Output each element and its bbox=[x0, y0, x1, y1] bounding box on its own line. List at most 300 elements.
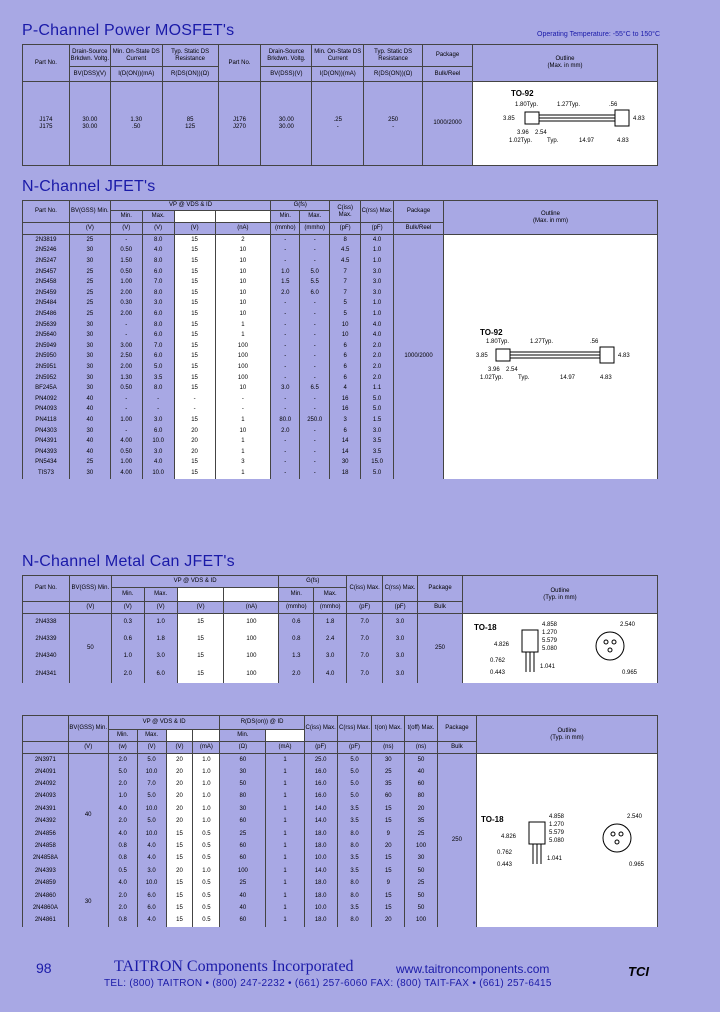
table-cell: 1.0 bbox=[111, 648, 144, 665]
table-cell: 30 bbox=[69, 468, 110, 479]
dim: 1.02Typ. bbox=[508, 138, 532, 145]
col-rds: R(DS(on)) @ ID bbox=[220, 716, 304, 730]
table-cell: 4.0 bbox=[108, 803, 137, 815]
table-cell: 3.5 bbox=[361, 447, 394, 458]
table-cell: 2N4092 bbox=[23, 778, 69, 790]
col-cis: C(iss) Max. bbox=[330, 201, 361, 223]
table-cell: - bbox=[110, 330, 142, 341]
table-cell: 25 bbox=[69, 267, 110, 278]
table-cell: 0.5 bbox=[193, 902, 220, 914]
pmos-col-bv bbox=[69, 82, 110, 166]
table-cell: 1.00 bbox=[110, 415, 142, 426]
table-cell: - bbox=[300, 309, 330, 320]
table-cell: 15 bbox=[174, 235, 215, 246]
table-cell: 15 bbox=[166, 828, 193, 840]
table-cell: 3.5 bbox=[337, 902, 372, 914]
table-cell: 30 bbox=[69, 426, 110, 437]
table-cell: 1.0 bbox=[144, 614, 177, 631]
table-cell: 2.0 bbox=[108, 754, 137, 766]
table-cell: 3.0 bbox=[383, 648, 418, 665]
table-cell: 40 bbox=[220, 902, 266, 914]
table-cell: TIS73 bbox=[23, 468, 70, 479]
dim: 4.858 bbox=[541, 622, 557, 628]
table-cell: 1 bbox=[215, 447, 271, 458]
table-cell: 15 bbox=[174, 457, 215, 468]
table-cell: 60 bbox=[405, 778, 438, 790]
table-cell: 6.0 bbox=[142, 352, 174, 363]
col-gfs: G(fs) bbox=[279, 576, 347, 588]
table-cell: 1 bbox=[215, 468, 271, 479]
table-cell: 4.0 bbox=[108, 828, 137, 840]
table-cell: 5 bbox=[330, 299, 361, 310]
table-cell: 1 bbox=[266, 815, 304, 827]
table-cell: 16 bbox=[330, 405, 361, 416]
to18-label: TO-18 bbox=[480, 815, 504, 825]
col-pkg: Package bbox=[423, 45, 473, 67]
table-cell: 3.0 bbox=[314, 648, 347, 665]
table-cell: 20 bbox=[174, 436, 215, 447]
table-cell: 40 bbox=[69, 415, 110, 426]
to18-body bbox=[522, 630, 538, 652]
col-min: Min. bbox=[110, 211, 142, 223]
table-cell: 40 bbox=[69, 405, 110, 416]
table-cell: 15 bbox=[177, 666, 224, 683]
pmos-col-part-2 bbox=[218, 82, 261, 166]
table-cell: 20 bbox=[405, 803, 438, 815]
dim: 5.080 bbox=[541, 646, 557, 652]
table-cell: 6 bbox=[330, 362, 361, 373]
outline-cell bbox=[443, 235, 657, 479]
dim: 0.443 bbox=[496, 862, 512, 869]
table-cell: 10 bbox=[215, 309, 271, 320]
table-cell: 15 bbox=[174, 288, 215, 299]
table-cell: 2N5640 bbox=[23, 330, 70, 341]
table-cell: 5.0 bbox=[142, 362, 174, 373]
table-cell: 2.0 bbox=[271, 288, 300, 299]
table-cell: 30 bbox=[69, 341, 110, 352]
table-cell: 30 bbox=[69, 362, 110, 373]
unit-rds: R(DS(ON))(Ω) bbox=[162, 67, 218, 82]
table-cell: - bbox=[142, 405, 174, 416]
table-cell: 18.0 bbox=[304, 828, 337, 840]
table-cell: 6.0 bbox=[142, 426, 174, 437]
col-min: Min. bbox=[279, 588, 314, 602]
outline-label: Outline bbox=[540, 210, 560, 217]
table-cell: 80.0 bbox=[271, 415, 300, 426]
to92-drawing-1 bbox=[475, 82, 655, 162]
table-cell: 0.5 bbox=[193, 840, 220, 852]
table-cell: - bbox=[110, 394, 142, 405]
table-cell: 15 bbox=[174, 299, 215, 310]
cell: 30.00 bbox=[278, 116, 294, 123]
dim: 3.96 bbox=[516, 130, 529, 137]
table-cell: 2N5247 bbox=[23, 256, 70, 267]
table-cell: 35 bbox=[405, 815, 438, 827]
table-cell: 15 bbox=[166, 840, 193, 852]
col-max: Max. bbox=[142, 211, 174, 223]
dim: 1.02Typ. bbox=[480, 375, 504, 382]
table-cell: 8 bbox=[330, 235, 361, 246]
unit-na: (nA) bbox=[215, 223, 271, 235]
table-cell: 5.0 bbox=[361, 405, 394, 416]
metal-title: N-Channel Metal Can JFET's bbox=[22, 553, 235, 570]
dim: 4.83 bbox=[618, 353, 631, 360]
table-cell: 2N4858A bbox=[23, 853, 69, 865]
col-outline bbox=[472, 45, 657, 82]
table-cell: 2N4860 bbox=[23, 890, 69, 902]
table-cell: 15 bbox=[174, 256, 215, 267]
metal-table bbox=[22, 575, 658, 683]
unit-bv-2: BV(DSS)(V) bbox=[261, 67, 312, 82]
table-cell: - bbox=[142, 394, 174, 405]
dim: 4.826 bbox=[493, 642, 509, 648]
table-cell: 15 bbox=[166, 915, 193, 927]
table-cell: 1.0 bbox=[361, 309, 394, 320]
dim: 1.270 bbox=[541, 630, 557, 636]
table-row bbox=[23, 235, 658, 246]
table-cell: 3.0 bbox=[361, 267, 394, 278]
table-cell: 4.0 bbox=[137, 915, 166, 927]
table-cell: 15 bbox=[174, 330, 215, 341]
table-row bbox=[23, 754, 658, 766]
table-cell: 3 bbox=[215, 457, 271, 468]
table-cell: 3.0 bbox=[361, 288, 394, 299]
table-cell: 15 bbox=[174, 246, 215, 257]
outline-sub: (Max. in mm) bbox=[532, 217, 568, 224]
table-cell: - bbox=[271, 320, 300, 331]
cell: 1.30 bbox=[130, 116, 143, 123]
dim: 2.540 bbox=[626, 814, 642, 821]
table-cell: 60 bbox=[220, 840, 266, 852]
unit-v: (V) bbox=[144, 602, 177, 614]
col-rds-2: Typ. Static DS Resistance bbox=[364, 45, 423, 67]
table-cell: - bbox=[271, 341, 300, 352]
table-cell: 14.0 bbox=[304, 865, 337, 877]
dim: 4.858 bbox=[548, 814, 564, 821]
table-cell: 1 bbox=[266, 865, 304, 877]
unit-v: (V) bbox=[177, 602, 224, 614]
table-cell: - bbox=[110, 235, 142, 246]
col-vp: VP @ VDS & ID bbox=[110, 201, 270, 211]
col-min: Min. bbox=[220, 730, 266, 742]
table-cell: 2N5246 bbox=[23, 246, 70, 257]
unit-na: (nA) bbox=[224, 602, 279, 614]
dim: 3.85 bbox=[502, 116, 515, 123]
table-cell: 6.0 bbox=[137, 902, 166, 914]
table-cell: 15 bbox=[177, 614, 224, 631]
table-cell: 40 bbox=[69, 447, 110, 458]
to18-top bbox=[603, 824, 631, 852]
table-cell: 1.0 bbox=[108, 791, 137, 803]
table-cell: 3.5 bbox=[361, 436, 394, 447]
table-cell: 1.8 bbox=[314, 614, 347, 631]
outline-label: Outline bbox=[555, 56, 575, 63]
table-cell: 8.0 bbox=[337, 877, 372, 889]
col-min: Min. bbox=[108, 730, 137, 742]
table-cell: 100 bbox=[215, 373, 271, 384]
table-cell: 5.0 bbox=[337, 778, 372, 790]
cell: 85 bbox=[186, 116, 194, 123]
bv-cell: 30 bbox=[68, 877, 108, 927]
table-cell: 10.0 bbox=[137, 803, 166, 815]
table-cell: 4.00 bbox=[110, 468, 142, 479]
bv-cell: 40 bbox=[68, 754, 108, 878]
table-cell: 100 bbox=[224, 648, 279, 665]
table-cell: 30 bbox=[330, 457, 361, 468]
table-cell: 8.0 bbox=[337, 840, 372, 852]
table-cell: - bbox=[300, 256, 330, 267]
cell: .50 bbox=[132, 123, 141, 130]
table-cell: 7.0 bbox=[142, 277, 174, 288]
table-cell: 15 bbox=[174, 468, 215, 479]
table-cell: 10 bbox=[215, 256, 271, 267]
website-link[interactable]: www.taitroncomponents.com bbox=[396, 962, 550, 976]
table-cell: - bbox=[300, 341, 330, 352]
table-cell: 30 bbox=[372, 754, 405, 766]
table-cell: 2.0 bbox=[108, 890, 137, 902]
table-cell: 2.50 bbox=[110, 352, 142, 363]
outline-cell bbox=[462, 614, 657, 683]
table-cell: 3.5 bbox=[337, 865, 372, 877]
table-cell: 5.0 bbox=[361, 468, 394, 479]
table-cell: 30 bbox=[69, 383, 110, 394]
table-cell: 1.0 bbox=[193, 766, 220, 778]
cell: .25 bbox=[333, 116, 342, 123]
table-cell: - bbox=[110, 405, 142, 416]
table-cell: - bbox=[300, 405, 330, 416]
to18-drawing bbox=[477, 806, 657, 872]
table-cell: 30 bbox=[69, 352, 110, 363]
pin bbox=[619, 832, 623, 836]
table-cell: 25 bbox=[69, 288, 110, 299]
table-cell: 6 bbox=[330, 426, 361, 437]
table-cell: 2.0 bbox=[108, 778, 137, 790]
table-cell: 20 bbox=[372, 840, 405, 852]
table-cell: 6.0 bbox=[142, 309, 174, 320]
table-cell: 15.0 bbox=[361, 457, 394, 468]
table-cell: PN4092 bbox=[23, 394, 70, 405]
unit-bulk: Bulk/Reel bbox=[423, 67, 473, 82]
table-cell: 8.0 bbox=[142, 383, 174, 394]
dim: 2.54 bbox=[534, 130, 547, 137]
table-cell: 8.0 bbox=[337, 915, 372, 927]
table-cell: 4.5 bbox=[330, 256, 361, 267]
table-cell: 2.0 bbox=[361, 362, 394, 373]
table-cell: 2.0 bbox=[361, 373, 394, 384]
dim: 1.041 bbox=[546, 856, 562, 863]
col-crss: C(rss) Max. bbox=[383, 576, 418, 602]
table-cell: 10 bbox=[215, 267, 271, 278]
table-cell: 40 bbox=[405, 766, 438, 778]
table-cell: 1.0 bbox=[361, 299, 394, 310]
unit-mmho: (mmho) bbox=[279, 602, 314, 614]
table-cell: 30 bbox=[405, 853, 438, 865]
table-cell: 8.0 bbox=[142, 320, 174, 331]
switch-rows bbox=[23, 754, 658, 927]
table-cell: 5.0 bbox=[137, 815, 166, 827]
table-cell: 5.0 bbox=[361, 394, 394, 405]
table-cell: 1.5 bbox=[361, 415, 394, 426]
table-cell: 8.0 bbox=[142, 235, 174, 246]
unit-mmho: (mmho) bbox=[300, 223, 330, 235]
table-cell: 9 bbox=[372, 828, 405, 840]
dim: 0.443 bbox=[489, 670, 505, 676]
table-cell: - bbox=[271, 309, 300, 320]
table-cell: 3.0 bbox=[142, 415, 174, 426]
table-cell: - bbox=[271, 256, 300, 267]
table-cell: - bbox=[271, 373, 300, 384]
dim: 1.270 bbox=[548, 822, 564, 829]
col-part: Part No. bbox=[23, 201, 70, 223]
outline-sub: (Max. in mm) bbox=[547, 63, 583, 69]
to18-label: TO-18 bbox=[473, 623, 497, 632]
table-cell: 1.00 bbox=[110, 277, 142, 288]
table-cell: - bbox=[300, 426, 330, 437]
table-cell: 6.5 bbox=[300, 383, 330, 394]
dim: 5.579 bbox=[541, 638, 557, 644]
table-cell: 2N4861 bbox=[23, 915, 69, 927]
table-cell: 18 bbox=[330, 468, 361, 479]
col-max: Max. bbox=[144, 588, 177, 602]
table-cell: 10.0 bbox=[142, 436, 174, 447]
table-cell: 5.0 bbox=[137, 791, 166, 803]
table-cell: 3.0 bbox=[271, 383, 300, 394]
col-outline bbox=[462, 576, 657, 614]
table-cell: 1.1 bbox=[361, 383, 394, 394]
table-cell: 15 bbox=[174, 267, 215, 278]
table-cell: 2.0 bbox=[361, 352, 394, 363]
dim: Typ. bbox=[546, 138, 559, 145]
unit-v: (V) bbox=[111, 602, 144, 614]
table-cell: 1 bbox=[266, 890, 304, 902]
dim: 3.96 bbox=[488, 367, 501, 374]
table-cell: 30 bbox=[69, 256, 110, 267]
table-cell: 1 bbox=[266, 853, 304, 865]
table-cell: 2N4858 bbox=[23, 840, 69, 852]
to18-top bbox=[596, 632, 624, 660]
to92-drawing bbox=[450, 325, 650, 385]
table-cell: 15 bbox=[174, 383, 215, 394]
unit-bulk: Bulk bbox=[418, 602, 463, 614]
table-cell: 4.00 bbox=[110, 436, 142, 447]
table-cell: 2N4091 bbox=[23, 766, 69, 778]
table-cell: - bbox=[300, 373, 330, 384]
table-cell: - bbox=[215, 394, 271, 405]
table-cell: 0.8 bbox=[108, 840, 137, 852]
table-cell: 2N4860A bbox=[23, 902, 69, 914]
njfet-rows bbox=[23, 235, 658, 479]
table-cell: 50 bbox=[405, 890, 438, 902]
table-cell: - bbox=[215, 405, 271, 416]
col-id-2: Min. On-State DS Current bbox=[312, 45, 364, 67]
table-cell: 5.0 bbox=[137, 754, 166, 766]
pin bbox=[604, 640, 608, 644]
pmos-outline bbox=[472, 82, 657, 166]
table-cell: - bbox=[271, 468, 300, 479]
table-cell: 1 bbox=[215, 415, 271, 426]
table-cell: 30 bbox=[69, 320, 110, 331]
table-cell: 35 bbox=[372, 778, 405, 790]
col-crss: C(rss) Max. bbox=[337, 716, 372, 742]
table-cell: 1 bbox=[266, 778, 304, 790]
unit-w: (w) bbox=[108, 742, 137, 754]
table-cell: 0.6 bbox=[279, 614, 314, 631]
table-cell: 100 bbox=[215, 362, 271, 373]
table-cell: 60 bbox=[220, 815, 266, 827]
table-cell: 3.0 bbox=[383, 614, 418, 631]
table-cell: 4.0 bbox=[108, 877, 137, 889]
table-cell: 1.0 bbox=[193, 865, 220, 877]
table-cell: - bbox=[271, 436, 300, 447]
page-number: 98 bbox=[36, 960, 52, 976]
table-cell: 10.0 bbox=[304, 902, 337, 914]
table-cell: 80 bbox=[405, 791, 438, 803]
table-cell: 2N3971 bbox=[23, 754, 69, 766]
table-cell: 25 bbox=[405, 877, 438, 889]
table-cell: 18.0 bbox=[304, 840, 337, 852]
table-cell: 25 bbox=[69, 277, 110, 288]
table-cell: 60 bbox=[220, 754, 266, 766]
table-cell: 2N4391 bbox=[23, 803, 69, 815]
table-cell: 20 bbox=[166, 778, 193, 790]
table-cell: 7.0 bbox=[347, 631, 383, 648]
table-cell: 4 bbox=[330, 383, 361, 394]
table-cell: PN4118 bbox=[23, 415, 70, 426]
cell: 30.00 bbox=[82, 123, 98, 130]
pmos-pkg: 1000/2000 bbox=[423, 82, 473, 166]
col-blank bbox=[215, 211, 271, 223]
table-cell: 25 bbox=[69, 299, 110, 310]
table-cell: 1 bbox=[266, 840, 304, 852]
col-part-2: Part No. bbox=[218, 45, 261, 82]
table-cell: 2.00 bbox=[110, 309, 142, 320]
unit-ohm: (Ω) bbox=[220, 742, 266, 754]
dim: 4.826 bbox=[500, 834, 516, 841]
to92-side bbox=[615, 110, 629, 126]
table-cell: 10 bbox=[215, 277, 271, 288]
table-cell: 3.5 bbox=[337, 803, 372, 815]
table-cell: 0.50 bbox=[110, 267, 142, 278]
table-cell: 3.0 bbox=[142, 447, 174, 458]
table-cell: 100 bbox=[220, 865, 266, 877]
table-cell: 50 bbox=[405, 865, 438, 877]
unit-v: (V) bbox=[69, 602, 111, 614]
table-cell: 0.5 bbox=[193, 828, 220, 840]
dim: 1.80Typ. bbox=[486, 339, 510, 346]
table-cell: 1.0 bbox=[193, 791, 220, 803]
table-cell: 8.0 bbox=[142, 288, 174, 299]
table-cell: - bbox=[174, 405, 215, 416]
table-cell: 15 bbox=[177, 631, 224, 648]
to92-label: TO-92 bbox=[510, 89, 534, 99]
unit-v: (V) bbox=[174, 223, 215, 235]
col-min: Min. bbox=[111, 588, 144, 602]
col-pkg: Package bbox=[437, 716, 476, 742]
table-cell: 5.0 bbox=[300, 267, 330, 278]
table-cell: - bbox=[110, 320, 142, 331]
table-cell: 5.0 bbox=[337, 791, 372, 803]
table-cell: 3 bbox=[330, 415, 361, 426]
col-blank bbox=[174, 211, 215, 223]
table-cell: 15 bbox=[372, 853, 405, 865]
col-bv-2: Drain-Source Brkdwn. Voltg. bbox=[261, 45, 312, 67]
cell: 30.00 bbox=[82, 116, 98, 123]
table-cell: 2N5950 bbox=[23, 352, 70, 363]
unit-ns: (ns) bbox=[372, 742, 405, 754]
pkg-cell: 250 bbox=[437, 754, 476, 927]
table-cell: 18.0 bbox=[304, 877, 337, 889]
table-cell: 15 bbox=[166, 877, 193, 889]
